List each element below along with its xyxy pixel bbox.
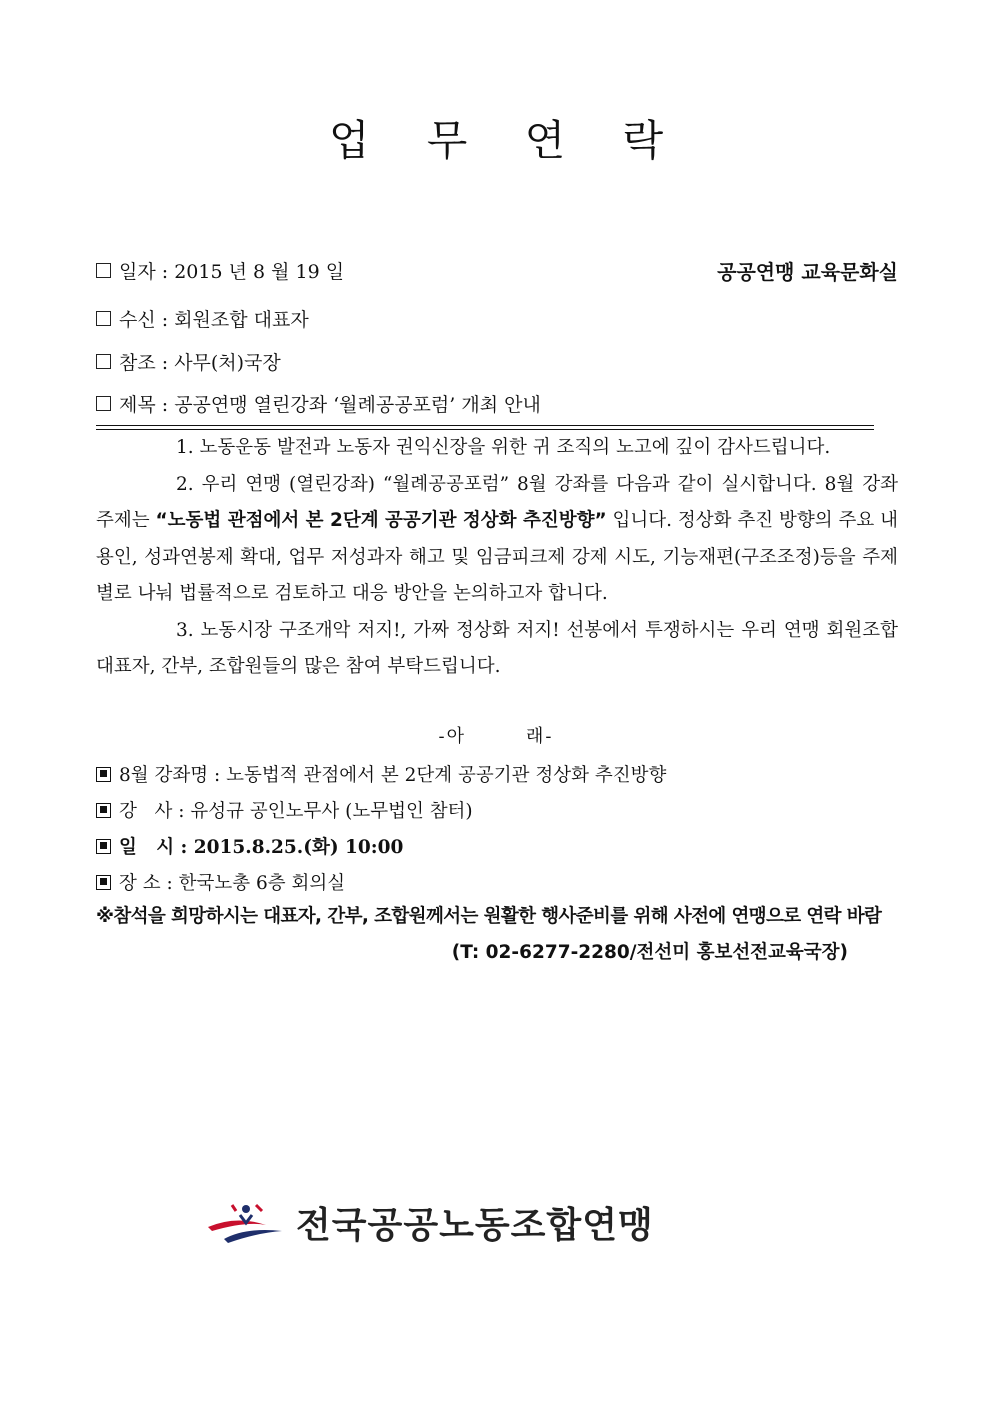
subject-line: 제목 : 공공연맹 열린강좌 ‘월례공공포럼’ 개최 안내 xyxy=(119,394,541,416)
filled-square-icon xyxy=(96,803,111,818)
contact-info: (T: 02-6277-2280/전선미 홍보선전교육국장) xyxy=(451,942,848,963)
filled-square-icon xyxy=(96,839,111,854)
paragraph-1: 1. 노동운동 발전과 노동자 권익신장을 위한 귀 조직의 노고에 깊이 감사드립니다. xyxy=(176,437,831,458)
checkbox-icon xyxy=(96,311,111,326)
lecturer: 강 사 : 유성규 공인노무사 (노무법인 참터) xyxy=(119,801,473,822)
attendance-notice: ※참석을 희망하시는 대표자, 간부, 조합원께서는 원활한 행사준비를 위해 사전에 연맹으로 연락 바람 xyxy=(96,906,882,927)
details-list xyxy=(96,756,898,900)
sender: 공공연맹 교육문화실 xyxy=(717,260,898,284)
federation-logo xyxy=(206,1192,654,1252)
body-text xyxy=(96,430,898,686)
note-heading xyxy=(0,722,992,748)
list-item xyxy=(96,792,898,828)
recipient-line: 수신 : 회원조합 대표자 xyxy=(119,309,309,331)
paragraph-2 xyxy=(96,467,898,613)
subject-row xyxy=(96,390,898,417)
federation-name: 전국공공노동조합연맹 xyxy=(296,1204,654,1246)
document-title: 업 무 연 락 xyxy=(328,116,686,165)
recipient-row xyxy=(96,305,898,332)
lecture-topic: “노동법 관점에서 본 2단계 공공기관 정상화 추진방향” xyxy=(155,510,607,531)
lecture-name: 8월 강좌명 : 노동법적 관점에서 본 2단계 공공기관 정상화 추진방향 xyxy=(119,765,667,786)
date-line: 일자 : 2015 년 8 월 19 일 xyxy=(119,261,345,283)
date-row xyxy=(96,256,898,285)
checkbox-icon xyxy=(96,263,111,278)
paragraph-2-end: 입니다. 정상화 추진 방향의 주요 내용인, 성과연봉제 확대, 업무 저성과자 해고 및 임금피크제 강제 시도, 기능재편(구조조정)등을 주제별로 나눠 법률적으로 검토하고 대응 방안을 논의하고자 합니다. xyxy=(96,510,899,604)
datetime: 일 시 : 2015.8.25.(화) 10:00 xyxy=(119,837,404,858)
federation-emblem-icon xyxy=(206,1197,286,1247)
filled-square-icon xyxy=(96,767,111,782)
divider xyxy=(96,425,874,426)
venue: 장 소 : 한국노총 6층 회의실 xyxy=(119,873,346,894)
list-item xyxy=(96,756,898,792)
note-heading-left: -아 xyxy=(438,726,466,747)
note-heading-right: 래- xyxy=(526,726,554,747)
paragraph-2-start: 2. 우리 연맹 (열린강좌) “월례공공포럼” 8월 강좌를 다음과 같이 실시합니다. 8월 강좌 주제는 xyxy=(96,473,898,531)
filled-square-icon xyxy=(96,875,111,890)
reference-line: 참조 : 사무(처)국장 xyxy=(119,352,281,374)
reference-row xyxy=(96,348,898,375)
checkbox-icon xyxy=(96,396,111,411)
checkbox-icon xyxy=(96,354,111,369)
paragraph-3: 3. 노동시장 구조개악 저지!, 가짜 정상화 저지! 선봉에서 투쟁하시는 우리 연맹 회원조합 대표자, 간부, 조합원들의 많은 참여 부탁드립니다. xyxy=(96,619,898,677)
list-item xyxy=(96,828,898,864)
list-item xyxy=(96,864,898,900)
